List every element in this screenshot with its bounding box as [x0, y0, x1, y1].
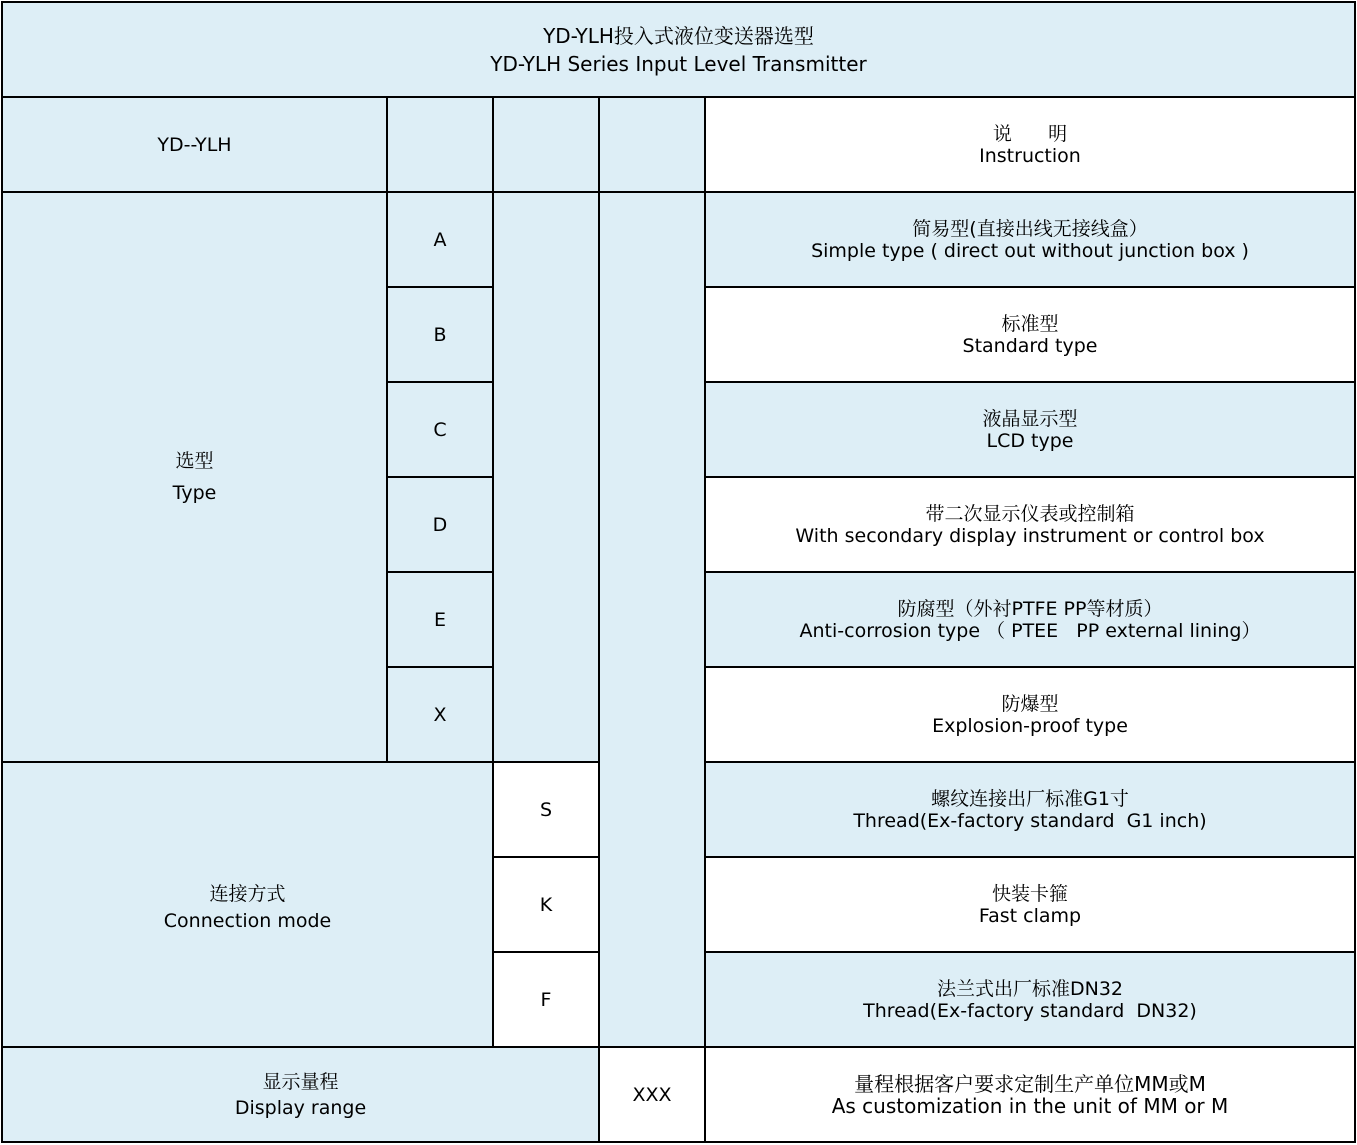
header-blank-col3 [598, 96, 706, 193]
type-instruction-d [704, 476, 1356, 573]
instruction-en: Anti-corrosion type （ PTEE PP external lining） [799, 619, 1261, 642]
instruction-en: With secondary display instrument or control box [795, 524, 1265, 547]
instruction-zh: 防腐型（外衬PTFE PP等材质） [897, 597, 1163, 620]
type-code-c [386, 381, 494, 478]
blank-col3-span [598, 191, 706, 1048]
instruction-zh: 快装卡箍 [991, 882, 1068, 905]
model-name: YD--YLH [157, 133, 232, 156]
type-code-e [386, 571, 494, 668]
type-instruction-x [704, 666, 1356, 763]
type-code-label: B [433, 323, 447, 346]
connection-label-zh: 连接方式 [209, 882, 286, 905]
instruction-en: LCD type [986, 429, 1074, 452]
instruction-zh: 简易型(直接出线无接线盒） [912, 217, 1148, 240]
type-label-zh: 选型 [175, 450, 214, 472]
range-code-cell [598, 1046, 706, 1143]
connection-instruction-s [704, 761, 1356, 858]
range-label-zh: 显示量程 [262, 1070, 339, 1093]
type-label-en: Type [172, 482, 217, 504]
model-header-cell [1, 96, 388, 193]
type-code-x [386, 666, 494, 763]
instruction-en: Thread(Ex-factory standard DN32) [863, 999, 1197, 1022]
instruction-en: Simple type ( direct out without junction box ) [811, 239, 1249, 262]
type-code-a [386, 191, 494, 288]
range-code-label: XXX [632, 1083, 672, 1106]
connection-code-k [492, 856, 600, 953]
type-code-label: E [433, 608, 446, 631]
header-blank-col1 [386, 96, 494, 193]
type-instruction-e [704, 571, 1356, 668]
type-instruction-a [704, 191, 1356, 288]
connection-code-label: K [539, 893, 553, 916]
type-code-label: D [432, 513, 448, 536]
connection-code-label: F [540, 988, 552, 1011]
connection-code-label: S [539, 798, 553, 821]
type-code-label: C [433, 418, 447, 441]
type-blank-col2 [492, 191, 600, 763]
header-blank-col2 [492, 96, 600, 193]
type-code-d [386, 476, 494, 573]
instruction-header-en: Instruction [979, 144, 1081, 167]
instruction-zh: 法兰式出厂标准DN32 [936, 977, 1124, 1000]
instruction-en: Standard type [962, 334, 1098, 357]
instruction-en: Thread(Ex-factory standard G1 inch) [853, 809, 1207, 832]
connection-group-label [1, 761, 494, 1048]
instruction-en: Fast clamp [978, 904, 1082, 927]
type-group-label [1, 191, 388, 763]
range-label-en: Display range [234, 1096, 367, 1119]
instruction-zh: 标准型 [1001, 312, 1059, 335]
connection-instruction-f [704, 951, 1356, 1048]
range-instruction-cell [704, 1046, 1356, 1143]
type-code-label: X [433, 703, 447, 726]
table-title [1, 1, 1356, 98]
instruction-zh: 液晶显示型 [982, 407, 1078, 430]
instruction-header-cell [704, 96, 1356, 193]
instruction-zh: 螺纹连接出厂标准G1寸 [931, 787, 1129, 810]
instruction-en: Explosion-proof type [932, 714, 1128, 737]
title-en: YD-YLH Series Input Level Transmitter [490, 51, 867, 76]
instruction-zh: 防爆型 [1001, 692, 1059, 715]
type-code-b [386, 286, 494, 383]
connection-instruction-k [704, 856, 1356, 953]
type-code-label: A [433, 228, 447, 251]
connection-code-f [492, 951, 600, 1048]
type-instruction-c [704, 381, 1356, 478]
instruction-en: As customization in the unit of MM or M [831, 1093, 1229, 1118]
instruction-zh: 量程根据客户要求定制生产单位MM或M [854, 1071, 1206, 1096]
connection-label-en: Connection mode [163, 909, 332, 932]
connection-code-s [492, 761, 600, 858]
instruction-zh: 带二次显示仪表或控制箱 [925, 502, 1135, 525]
range-group-label [1, 1046, 600, 1143]
instruction-header-zh: 说 明 [992, 122, 1068, 145]
type-instruction-b [704, 286, 1356, 383]
title-zh: YD-YLH投入式液位变送器选型 [543, 23, 814, 48]
